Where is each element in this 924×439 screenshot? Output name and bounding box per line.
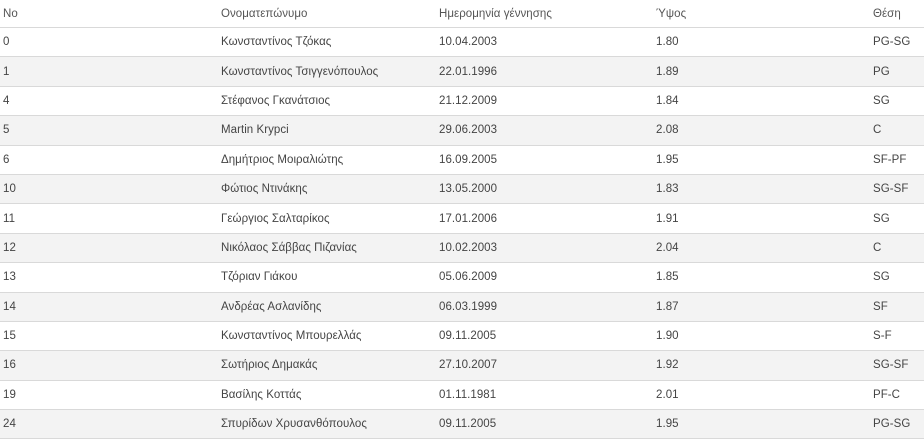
cell-position: PG-SG [873,36,911,49]
cell-position: SF-PF [873,153,907,166]
cell-position: C [873,241,882,254]
cell-position: SG [873,271,890,284]
cell-no: 1 [3,65,10,78]
cell-position: SG-SF [873,359,909,372]
cell-height: 1.90 [656,330,679,343]
cell-name: Κωνσταντίνος Τζόκας [221,36,332,49]
table-row [0,410,924,439]
cell-height: 1.89 [656,65,679,78]
cell-name: Δημήτριος Μοιραλιώτης [221,153,344,166]
table-header-row [0,0,924,28]
cell-dob: 22.01.1996 [439,65,498,78]
table-row [0,87,924,116]
cell-height: 1.95 [656,153,679,166]
cell-position: PG-SG [873,418,911,431]
table-row [0,381,924,410]
cell-no: 4 [3,94,10,107]
cell-no: 12 [3,241,16,254]
cell-no: 5 [3,124,10,137]
cell-name: Τζόριαν Γιάκου [221,271,298,284]
cell-dob: 05.06.2009 [439,271,498,284]
cell-dob: 01.11.1981 [439,388,497,401]
cell-height: 1.83 [656,183,679,196]
cell-name: Κωνσταντίνος Μπουρελλάς [221,330,362,343]
table-body [0,28,924,439]
cell-name: Ανδρέας Ασλανίδης [221,300,322,313]
cell-dob: 10.04.2003 [439,36,498,49]
cell-name: Βασίλης Κοττάς [221,388,302,401]
header-height: Ύψος [656,7,687,20]
table-row [0,234,924,263]
cell-name: Φώτιος Ντινάκης [221,183,308,196]
cell-no: 24 [3,418,16,431]
cell-dob: 13.05.2000 [439,183,498,196]
cell-height: 1.87 [656,300,679,313]
cell-no: 15 [3,330,16,343]
cell-dob: 06.03.1999 [439,300,498,313]
cell-name: Νικόλαος Σάββας Πιζανίας [221,241,357,254]
cell-name: Σωτήριος Δημακάς [221,359,318,372]
cell-dob: 09.11.2005 [439,330,497,343]
table-row [0,322,924,351]
cell-name: Σπυρίδων Χρυσανθόπουλος [221,418,367,431]
cell-no: 6 [3,153,10,166]
cell-height: 2.01 [656,388,679,401]
table-row [0,57,924,86]
table-row [0,293,924,322]
cell-position: SG-SF [873,183,909,196]
header-name: Ονοματεπώνυμο [221,7,308,20]
cell-height: 1.92 [656,359,679,372]
cell-height: 1.80 [656,36,679,49]
cell-name: Κωνσταντίνος Τσιγγενόπουλος [221,65,379,78]
cell-no: 11 [3,212,16,225]
cell-no: 16 [3,359,16,372]
cell-height: 1.84 [656,94,679,107]
cell-name: Γεώργιος Σαλταρίκος [221,212,330,225]
header-dob: Ημερομηνία γέννησης [439,7,552,20]
cell-no: 10 [3,183,16,196]
table-row [0,146,924,175]
cell-no: 14 [3,300,16,313]
cell-position: SG [873,94,890,107]
cell-dob: 10.02.2003 [439,241,498,254]
table-row [0,263,924,292]
cell-position: SF [873,300,888,313]
cell-name: Στέφανος Γκανάτσιος [221,94,331,107]
cell-height: 2.04 [656,241,679,254]
cell-no: 0 [3,36,10,49]
cell-name: Martin Krypci [221,124,289,137]
cell-height: 2.08 [656,124,679,137]
cell-no: 19 [3,388,16,401]
cell-position: C [873,124,882,137]
table-row [0,351,924,380]
cell-position: PF-C [873,388,901,401]
cell-height: 1.95 [656,418,679,431]
header-position: Θέση [873,7,901,20]
cell-dob: 27.10.2007 [439,359,498,372]
cell-dob: 21.12.2009 [439,94,498,107]
cell-position: SG [873,212,890,225]
cell-dob: 16.09.2005 [439,153,498,166]
cell-height: 1.85 [656,271,679,284]
cell-dob: 09.11.2005 [439,418,497,431]
header-no: No [3,7,18,20]
table-row [0,204,924,233]
cell-no: 13 [3,271,16,284]
cell-height: 1.91 [656,212,679,225]
table-row [0,28,924,57]
cell-position: S-F [873,330,892,343]
cell-dob: 29.06.2003 [439,124,498,137]
cell-position: PG [873,65,890,78]
cell-dob: 17.01.2006 [439,212,498,225]
table-row [0,116,924,145]
table-row [0,175,924,204]
